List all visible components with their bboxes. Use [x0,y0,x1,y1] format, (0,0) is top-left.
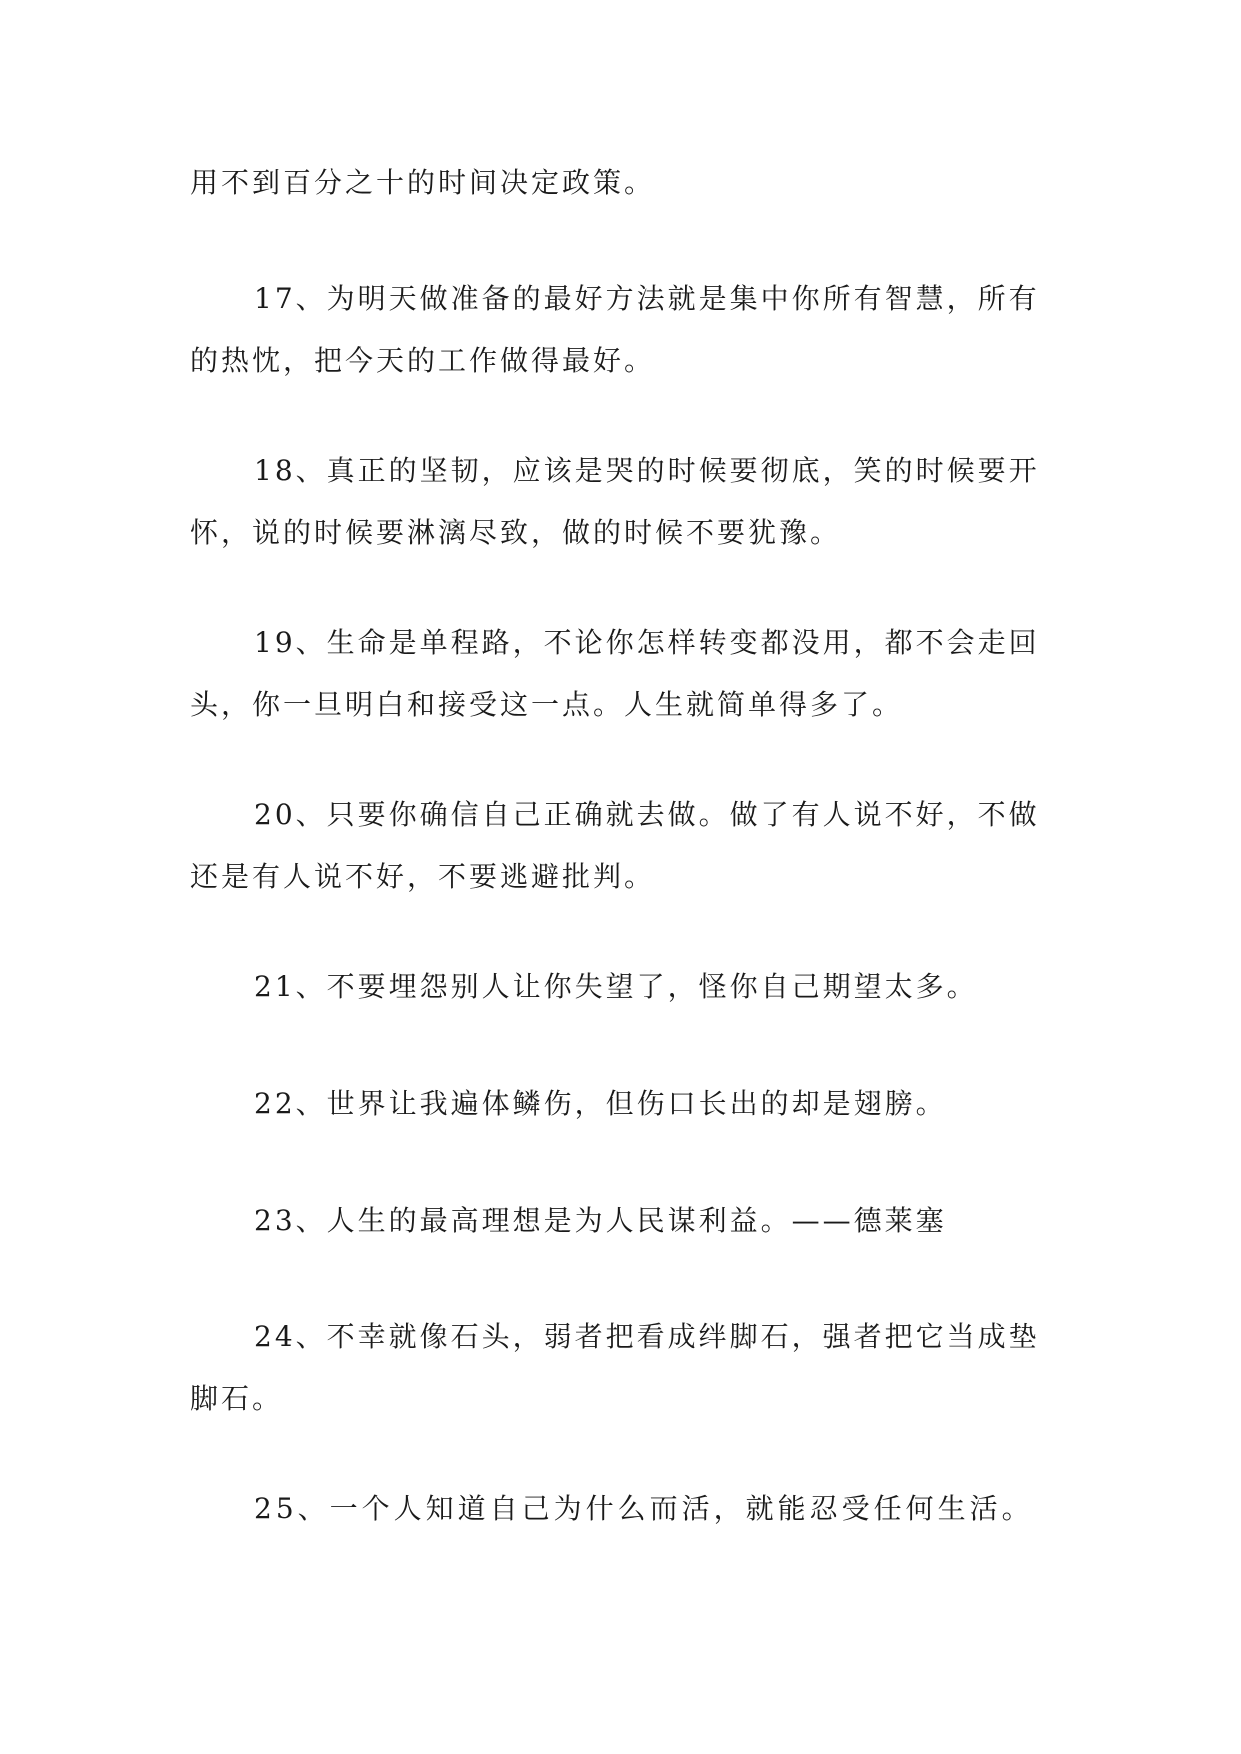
paragraph-17: 17、为明天做准备的最好方法就是集中你所有智慧，所有的热忱，把今天的工作做得最好。 [190,282,1040,377]
paragraph-19: 19、生命是单程路，不论你怎样转变都没用，都不会走回头，你一旦明白和接受这一点。人生就简单得多了。 [190,626,1040,721]
paragraph-21: 21、不要埋怨别人让你失望了，怪你自己期望太多。 [254,970,978,1003]
paragraph-22: 22、世界让我遍体鳞伤，但伤口长出的却是翅膀。 [254,1087,947,1120]
paragraph-18: 18、真正的坚韧，应该是哭的时候要彻底，笑的时候要开怀，说的时候要淋漓尽致，做的时候不要犹豫。 [190,454,1040,549]
paragraph-24: 24、不幸就像石头，弱者把看成绊脚石，强者把它当成垫脚石。 [190,1320,1040,1415]
paragraph-23: 23、人生的最高理想是为人民谋利益。——德莱塞 [254,1204,947,1237]
paragraph-25: 25、一个人知道自己为什么而活，就能忍受任何生活。 [254,1492,1034,1525]
paragraph-continuation: 用不到百分之十的时间决定政策。 [190,166,656,199]
paragraph-20: 20、只要你确信自己正确就去做。做了有人说不好，不做还是有人说不好，不要逃避批判。 [190,798,1040,893]
